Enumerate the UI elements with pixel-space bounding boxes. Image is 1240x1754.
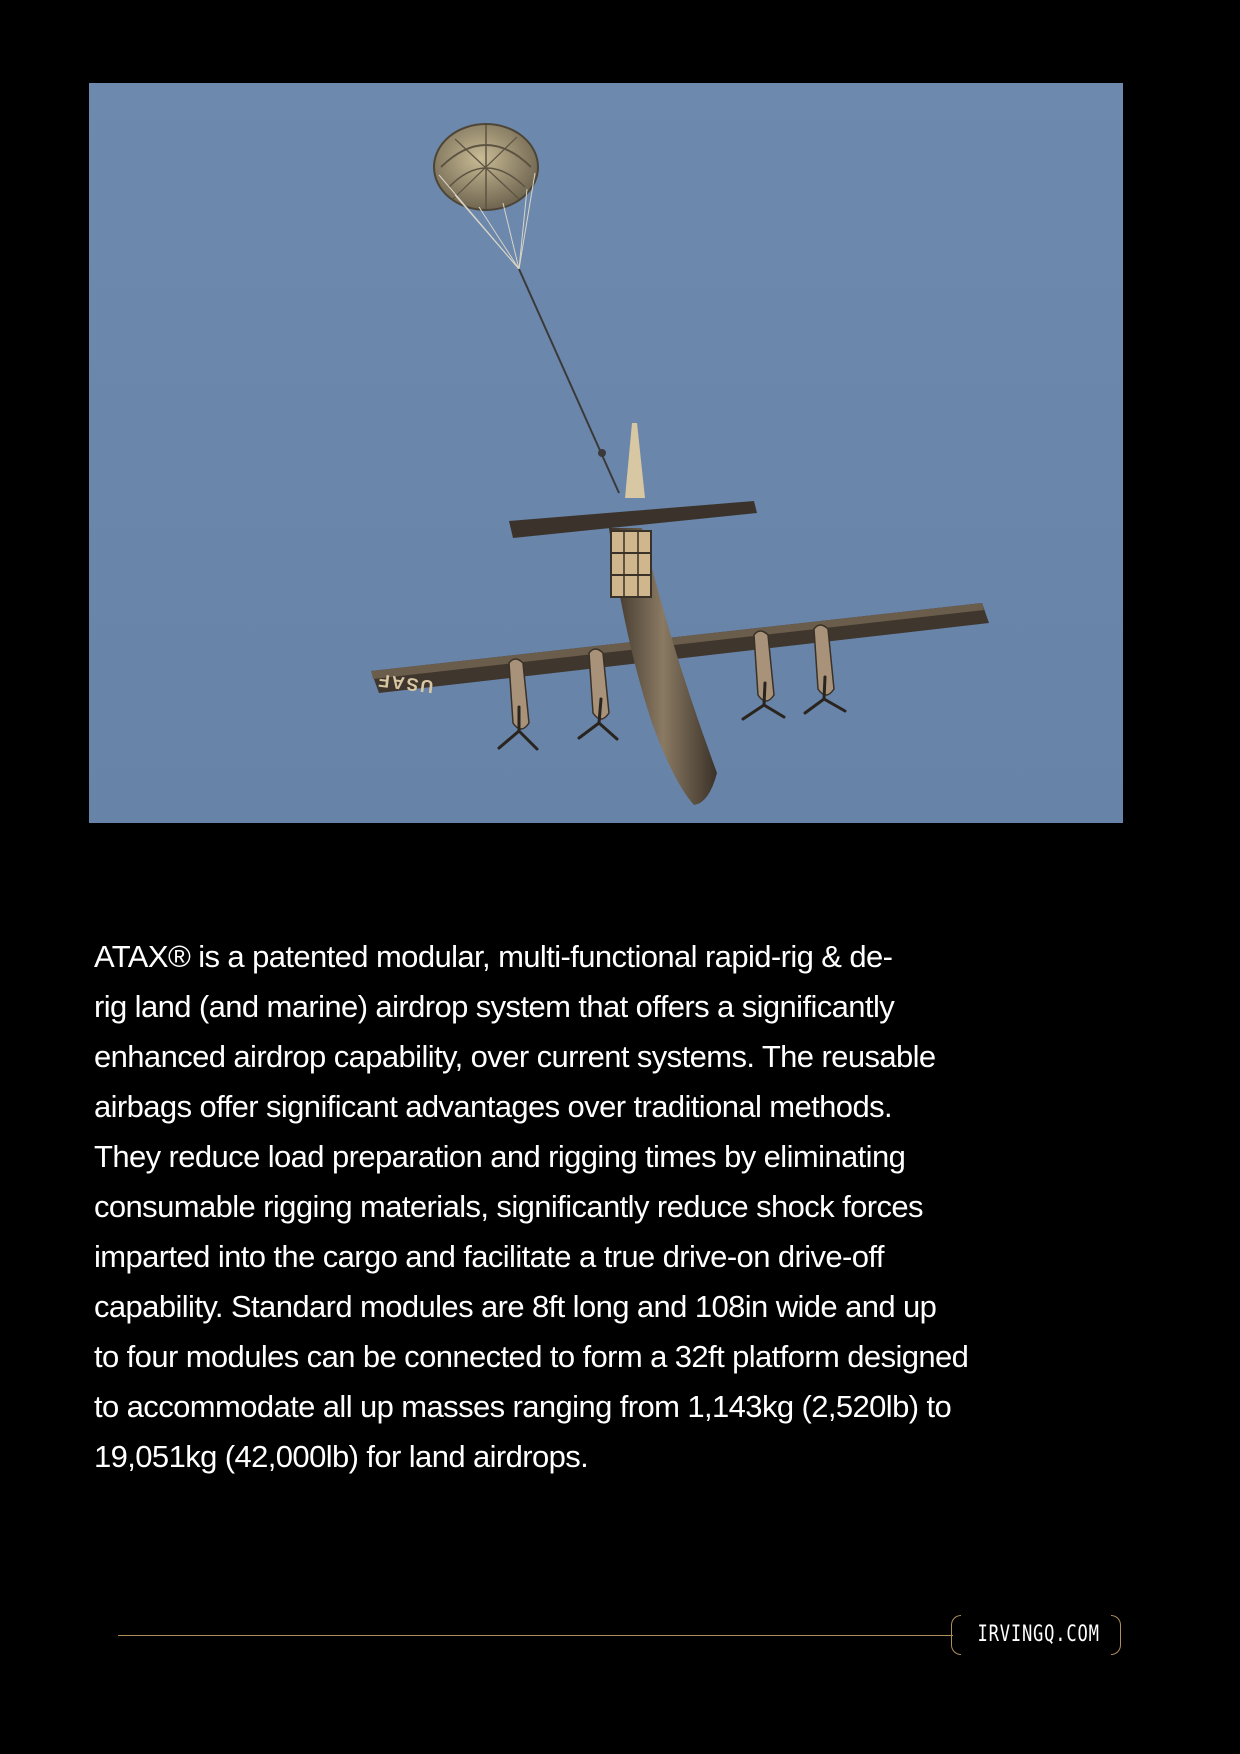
footer-bracket-left — [951, 1615, 961, 1655]
footer-divider — [118, 1635, 953, 1636]
description-paragraph: ATAX® is a patented modular, multi-functional rapid-rig & de- rig land (and marine) airdrop system that offers a significantly enhanced airdrop capability, over current systems. The reusable airbags offer significant advantages over traditional methods. They reduce load preparation and rigging times by eliminating consumable rigging materials, significantly reduce shock forces imparted into the cargo and facilitate a true drive-on drive-off capability. Standard modules are 8ft long and 108in wide and up to four modules can be connected to form a 32ft platform designed to accommodate all up masses ranging from 1,143kg (2,520lb) to 19,051kg (42,000lb) for land airdrops. — [94, 939, 969, 1474]
aircraft-airdrop-illustration — [89, 83, 1123, 823]
footer-website-link[interactable]: IRVINGQ.COM — [977, 1622, 1100, 1647]
footer-bracket-right — [1111, 1615, 1121, 1655]
aircraft-airdrop-photo — [89, 83, 1123, 823]
usaf-wing-marking: USAF — [375, 670, 435, 697]
